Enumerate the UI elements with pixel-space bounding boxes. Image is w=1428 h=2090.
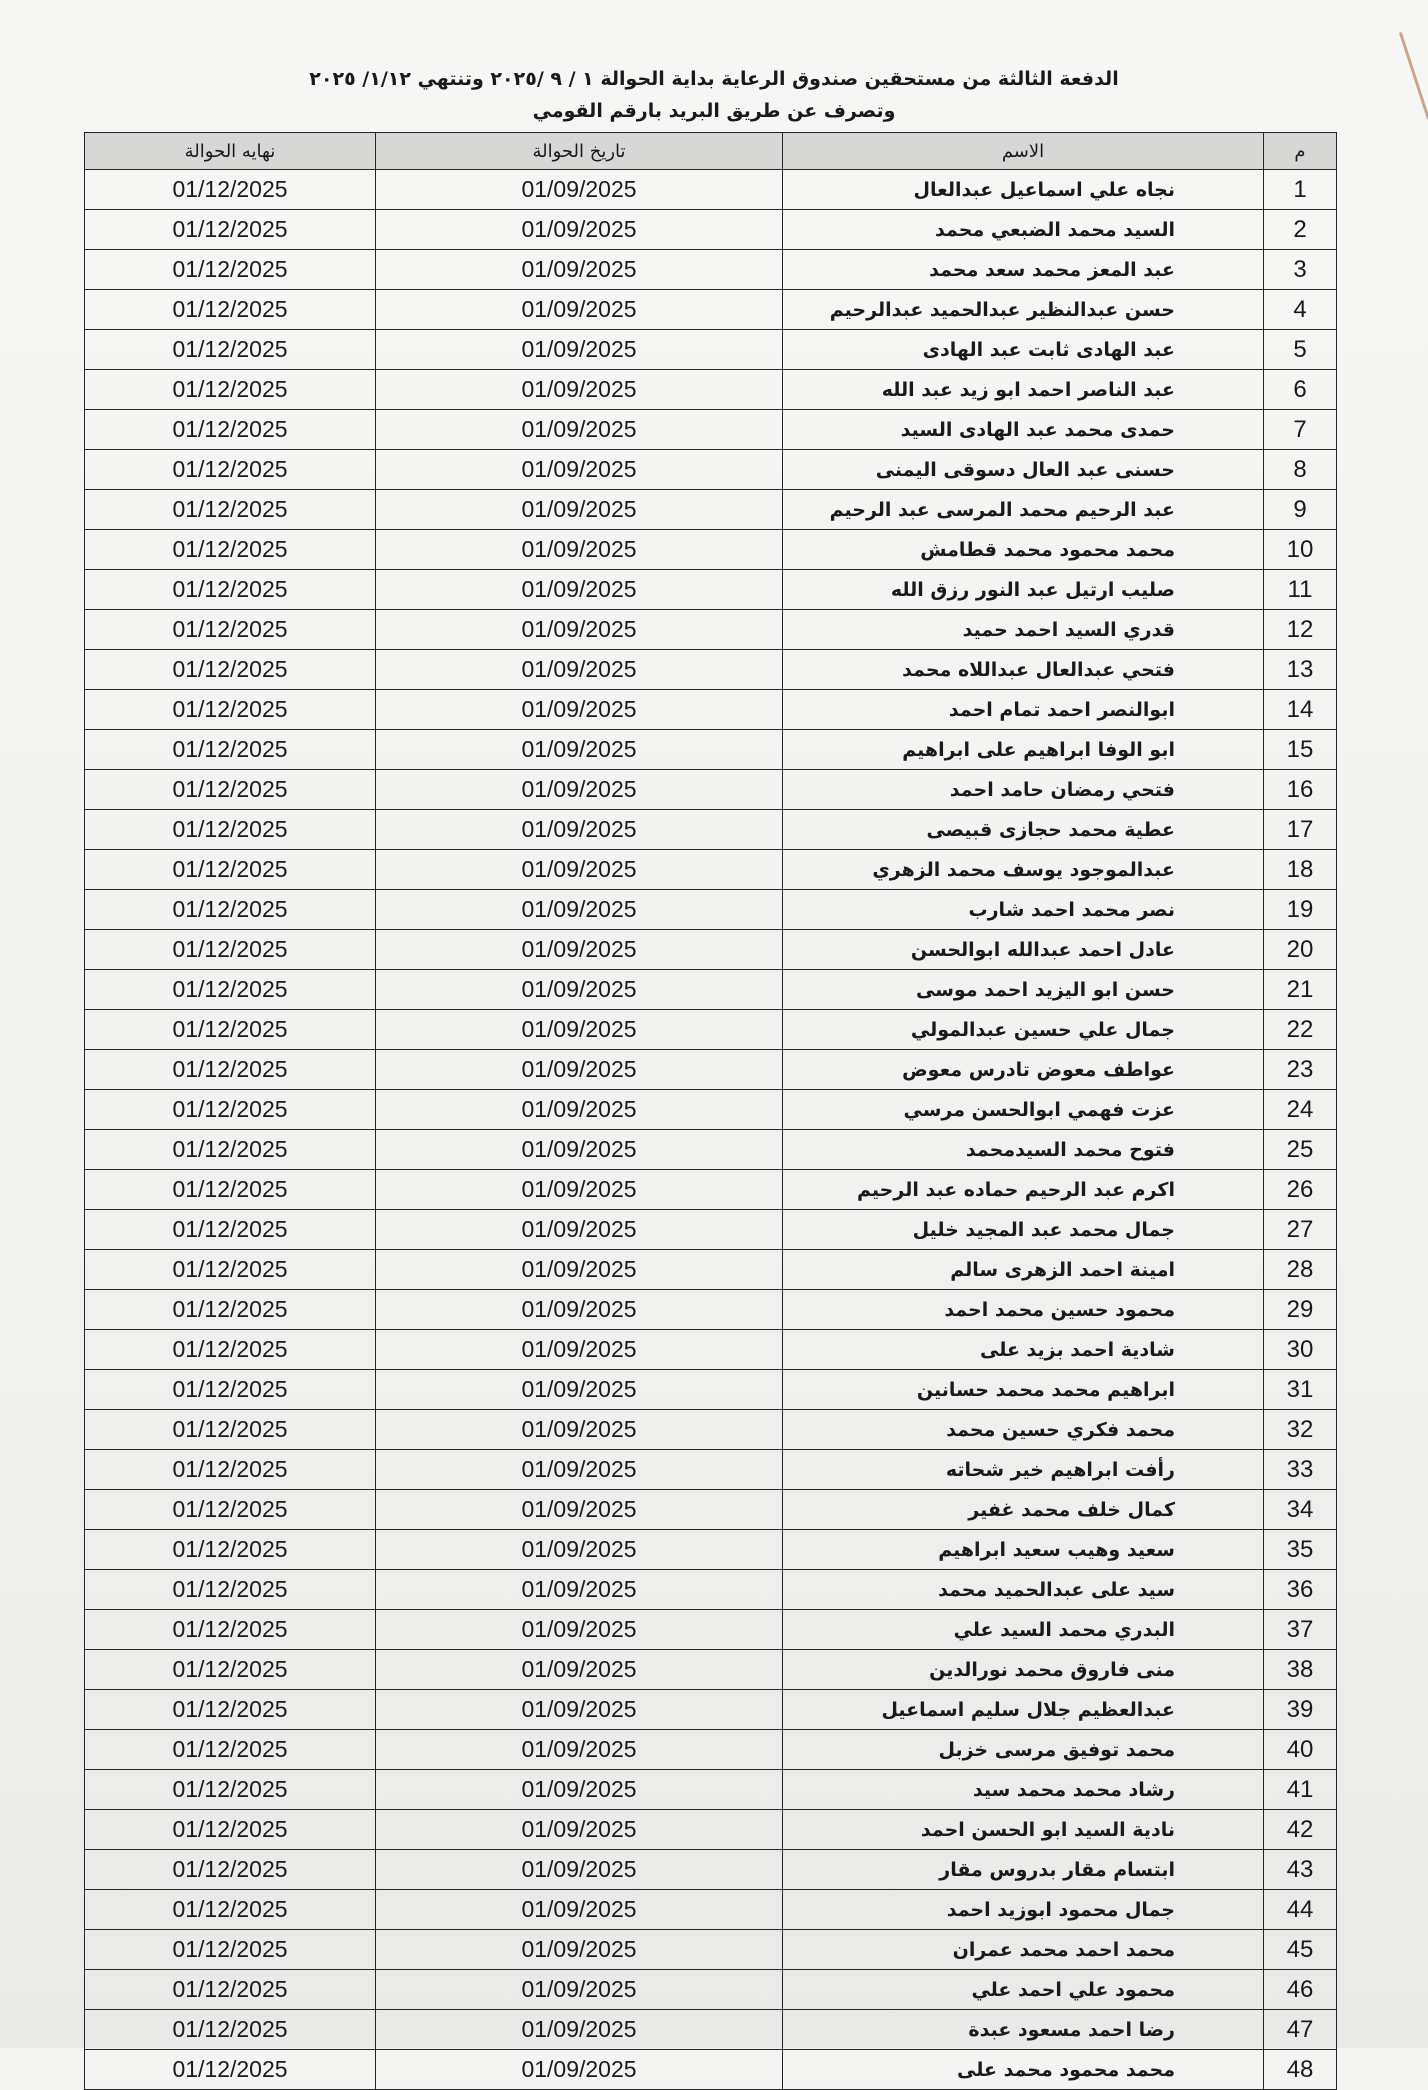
row-number: 11 xyxy=(1264,570,1337,610)
row-end-date: 01/12/2025 xyxy=(85,1210,376,1250)
row-start-date: 01/09/2025 xyxy=(376,1890,783,1930)
row-end-date: 01/12/2025 xyxy=(85,170,376,210)
row-name: حسنى عبد العال دسوقى اليمنى xyxy=(783,450,1264,490)
row-name: عبدالموجود يوسف محمد الزهري xyxy=(783,850,1264,890)
row-name: منى فاروق محمد نورالدين xyxy=(783,1650,1264,1690)
row-start-date: 01/09/2025 xyxy=(376,170,783,210)
row-number: 12 xyxy=(1264,610,1337,650)
table-row xyxy=(85,1090,1337,1130)
table-row xyxy=(85,690,1337,730)
row-name: عبد الرحيم محمد المرسى عبد الرحيم xyxy=(783,490,1264,530)
row-name: كمال خلف محمد غفير xyxy=(783,1490,1264,1530)
row-name: عطية محمد حجازى قبيصى xyxy=(783,810,1264,850)
row-start-date: 01/09/2025 xyxy=(376,890,783,930)
row-start-date: 01/09/2025 xyxy=(376,1370,783,1410)
row-start-date: 01/09/2025 xyxy=(376,250,783,290)
row-number: 33 xyxy=(1264,1450,1337,1490)
row-start-date: 01/09/2025 xyxy=(376,490,783,530)
row-name: فتحي عبدالعال عبداللاه محمد xyxy=(783,650,1264,690)
row-end-date: 01/12/2025 xyxy=(85,1650,376,1690)
row-number: 20 xyxy=(1264,930,1337,970)
table-row xyxy=(85,1770,1337,1810)
table-row xyxy=(85,1890,1337,1930)
row-start-date: 01/09/2025 xyxy=(376,1450,783,1490)
row-end-date: 01/12/2025 xyxy=(85,810,376,850)
table-row xyxy=(85,1050,1337,1090)
row-number: 13 xyxy=(1264,650,1337,690)
row-start-date: 01/09/2025 xyxy=(376,810,783,850)
row-name: اكرم عبد الرحيم حماده عبد الرحيم xyxy=(783,1170,1264,1210)
row-start-date: 01/09/2025 xyxy=(376,1570,783,1610)
row-name: البدري محمد السيد علي xyxy=(783,1610,1264,1650)
row-end-date: 01/12/2025 xyxy=(85,970,376,1010)
row-name: نجاه علي اسماعيل عبدالعال xyxy=(783,170,1264,210)
row-number: 48 xyxy=(1264,2050,1337,2090)
row-start-date: 01/09/2025 xyxy=(376,650,783,690)
table-row xyxy=(85,1930,1337,1970)
row-name: عبد الهادى ثابت عبد الهادى xyxy=(783,330,1264,370)
row-number: 23 xyxy=(1264,1050,1337,1090)
row-name: جمال علي حسين عبدالمولي xyxy=(783,1010,1264,1050)
row-start-date: 01/09/2025 xyxy=(376,970,783,1010)
table-row xyxy=(85,1530,1337,1570)
row-start-date: 01/09/2025 xyxy=(376,2010,783,2050)
table-row xyxy=(85,1610,1337,1650)
row-number: 15 xyxy=(1264,730,1337,770)
table-row xyxy=(85,1850,1337,1890)
row-number: 39 xyxy=(1264,1690,1337,1730)
table-row xyxy=(85,2010,1337,2050)
table-row xyxy=(85,1970,1337,2010)
row-name: محمود حسين محمد احمد xyxy=(783,1290,1264,1330)
table-row xyxy=(85,1210,1337,1250)
row-number: 44 xyxy=(1264,1890,1337,1930)
row-start-date: 01/09/2025 xyxy=(376,2050,783,2090)
row-number: 31 xyxy=(1264,1370,1337,1410)
row-end-date: 01/12/2025 xyxy=(85,1050,376,1090)
table-row xyxy=(85,530,1337,570)
table-row xyxy=(85,1330,1337,1370)
row-name: رضا احمد مسعود عبدة xyxy=(783,2010,1264,2050)
row-end-date: 01/12/2025 xyxy=(85,490,376,530)
row-start-date: 01/09/2025 xyxy=(376,530,783,570)
table-header-row xyxy=(85,133,1337,170)
column-header-num: م xyxy=(1264,133,1337,170)
row-start-date: 01/09/2025 xyxy=(376,610,783,650)
row-name: محمد محمود محمد على xyxy=(783,2050,1264,2090)
row-start-date: 01/09/2025 xyxy=(376,1210,783,1250)
document-header xyxy=(0,68,1428,122)
table-row xyxy=(85,810,1337,850)
row-end-date: 01/12/2025 xyxy=(85,1850,376,1890)
row-number: 43 xyxy=(1264,1850,1337,1890)
table-row xyxy=(85,730,1337,770)
row-number: 3 xyxy=(1264,250,1337,290)
row-end-date: 01/12/2025 xyxy=(85,1930,376,1970)
row-name: رشاد محمد محمد سيد xyxy=(783,1770,1264,1810)
table-row xyxy=(85,170,1337,210)
table-row xyxy=(85,1730,1337,1770)
table-row xyxy=(85,930,1337,970)
header-subtitle: وتصرف عن طريق البريد بارقم القومي xyxy=(532,100,896,122)
beneficiaries-table xyxy=(84,132,1337,2090)
row-end-date: 01/12/2025 xyxy=(85,730,376,770)
table-row xyxy=(85,490,1337,530)
column-header-end: نهايه الحوالة xyxy=(85,133,376,170)
row-name: ابتسام مقار بدروس مقار xyxy=(783,1850,1264,1890)
column-header-name: الاسم xyxy=(783,133,1264,170)
row-start-date: 01/09/2025 xyxy=(376,1650,783,1690)
row-name: جمال محمد عبد المجيد خليل xyxy=(783,1210,1264,1250)
row-end-date: 01/12/2025 xyxy=(85,1250,376,1290)
row-name: حسن ابو اليزيد احمد موسى xyxy=(783,970,1264,1010)
row-start-date: 01/09/2025 xyxy=(376,290,783,330)
row-start-date: 01/09/2025 xyxy=(376,410,783,450)
row-name: شادية احمد بزيد على xyxy=(783,1330,1264,1370)
row-end-date: 01/12/2025 xyxy=(85,650,376,690)
row-start-date: 01/09/2025 xyxy=(376,730,783,770)
row-name: حمدى محمد عبد الهادى السيد xyxy=(783,410,1264,450)
row-end-date: 01/12/2025 xyxy=(85,1770,376,1810)
row-start-date: 01/09/2025 xyxy=(376,1090,783,1130)
row-start-date: 01/09/2025 xyxy=(376,1250,783,1290)
row-start-date: 01/09/2025 xyxy=(376,1810,783,1850)
row-name: محمود علي احمد علي xyxy=(783,1970,1264,2010)
table-row xyxy=(85,1130,1337,1170)
row-name: صليب ارتيل عبد النور رزق الله xyxy=(783,570,1264,610)
row-number: 19 xyxy=(1264,890,1337,930)
table-row xyxy=(85,1250,1337,1290)
row-end-date: 01/12/2025 xyxy=(85,690,376,730)
row-name: سيد على عبدالحميد محمد xyxy=(783,1570,1264,1610)
row-number: 30 xyxy=(1264,1330,1337,1370)
row-number: 46 xyxy=(1264,1970,1337,2010)
table-row xyxy=(85,1810,1337,1850)
row-end-date: 01/12/2025 xyxy=(85,450,376,490)
row-start-date: 01/09/2025 xyxy=(376,690,783,730)
row-number: 7 xyxy=(1264,410,1337,450)
row-name: جمال محمود ابوزيد احمد xyxy=(783,1890,1264,1930)
row-number: 22 xyxy=(1264,1010,1337,1050)
table-row xyxy=(85,1170,1337,1210)
row-name: امينة احمد الزهرى سالم xyxy=(783,1250,1264,1290)
row-number: 24 xyxy=(1264,1090,1337,1130)
row-number: 37 xyxy=(1264,1610,1337,1650)
row-start-date: 01/09/2025 xyxy=(376,1130,783,1170)
row-end-date: 01/12/2025 xyxy=(85,1570,376,1610)
row-start-date: 01/09/2025 xyxy=(376,930,783,970)
table-row xyxy=(85,850,1337,890)
table-row xyxy=(85,1570,1337,1610)
row-start-date: 01/09/2025 xyxy=(376,1610,783,1650)
row-end-date: 01/12/2025 xyxy=(85,930,376,970)
row-end-date: 01/12/2025 xyxy=(85,1690,376,1730)
row-end-date: 01/12/2025 xyxy=(85,370,376,410)
row-name: عزت فهمي ابوالحسن مرسي xyxy=(783,1090,1264,1130)
row-start-date: 01/09/2025 xyxy=(376,450,783,490)
row-name: فتوح محمد السيدمحمد xyxy=(783,1130,1264,1170)
row-start-date: 01/09/2025 xyxy=(376,1930,783,1970)
column-header-start: تاريخ الحوالة xyxy=(376,133,783,170)
row-number: 5 xyxy=(1264,330,1337,370)
row-end-date: 01/12/2025 xyxy=(85,1010,376,1050)
row-number: 2 xyxy=(1264,210,1337,250)
row-start-date: 01/09/2025 xyxy=(376,1690,783,1730)
row-start-date: 01/09/2025 xyxy=(376,570,783,610)
row-number: 26 xyxy=(1264,1170,1337,1210)
table-row xyxy=(85,1450,1337,1490)
table-row xyxy=(85,330,1337,370)
row-end-date: 01/12/2025 xyxy=(85,1170,376,1210)
row-end-date: 01/12/2025 xyxy=(85,1730,376,1770)
row-start-date: 01/09/2025 xyxy=(376,1170,783,1210)
row-name: حسن عبدالنظير عبدالحميد عبدالرحيم xyxy=(783,290,1264,330)
table-row xyxy=(85,970,1337,1010)
row-number: 29 xyxy=(1264,1290,1337,1330)
row-start-date: 01/09/2025 xyxy=(376,210,783,250)
row-number: 9 xyxy=(1264,490,1337,530)
row-end-date: 01/12/2025 xyxy=(85,1530,376,1570)
row-start-date: 01/09/2025 xyxy=(376,1410,783,1450)
row-name: عبد الناصر احمد ابو زيد عبد الله xyxy=(783,370,1264,410)
row-number: 4 xyxy=(1264,290,1337,330)
row-number: 21 xyxy=(1264,970,1337,1010)
row-name: نادية السيد ابو الحسن احمد xyxy=(783,1810,1264,1850)
row-end-date: 01/12/2025 xyxy=(85,2010,376,2050)
row-start-date: 01/09/2025 xyxy=(376,1850,783,1890)
row-name: رأفت ابراهيم خير شحاته xyxy=(783,1450,1264,1490)
table-row xyxy=(85,1410,1337,1450)
row-name: ابراهيم محمد محمد حسانين xyxy=(783,1370,1264,1410)
row-number: 27 xyxy=(1264,1210,1337,1250)
table-row xyxy=(85,210,1337,250)
row-end-date: 01/12/2025 xyxy=(85,850,376,890)
table-row xyxy=(85,1370,1337,1410)
table-row xyxy=(85,1690,1337,1730)
row-number: 18 xyxy=(1264,850,1337,890)
row-end-date: 01/12/2025 xyxy=(85,1810,376,1850)
table-row xyxy=(85,890,1337,930)
row-number: 32 xyxy=(1264,1410,1337,1450)
row-start-date: 01/09/2025 xyxy=(376,1730,783,1770)
row-start-date: 01/09/2025 xyxy=(376,1010,783,1050)
row-number: 10 xyxy=(1264,530,1337,570)
table-row xyxy=(85,570,1337,610)
row-name: السيد محمد الضبعي محمد xyxy=(783,210,1264,250)
row-end-date: 01/12/2025 xyxy=(85,1890,376,1930)
row-name: ابو الوفا ابراهيم على ابراهيم xyxy=(783,730,1264,770)
row-name: نصر محمد احمد شارب xyxy=(783,890,1264,930)
row-start-date: 01/09/2025 xyxy=(376,330,783,370)
row-end-date: 01/12/2025 xyxy=(85,770,376,810)
row-end-date: 01/12/2025 xyxy=(85,290,376,330)
row-start-date: 01/09/2025 xyxy=(376,370,783,410)
row-start-date: 01/09/2025 xyxy=(376,1330,783,1370)
row-number: 35 xyxy=(1264,1530,1337,1570)
table-row xyxy=(85,610,1337,650)
table-row xyxy=(85,290,1337,330)
row-number: 17 xyxy=(1264,810,1337,850)
row-end-date: 01/12/2025 xyxy=(85,250,376,290)
row-number: 40 xyxy=(1264,1730,1337,1770)
row-end-date: 01/12/2025 xyxy=(85,1610,376,1650)
table-row xyxy=(85,1290,1337,1330)
row-name: فتحي رمضان حامد احمد xyxy=(783,770,1264,810)
row-number: 38 xyxy=(1264,1650,1337,1690)
table-row xyxy=(85,1010,1337,1050)
table-row xyxy=(85,1490,1337,1530)
table-row xyxy=(85,2050,1337,2090)
row-number: 8 xyxy=(1264,450,1337,490)
table-row xyxy=(85,250,1337,290)
row-name: عواطف معوض تادرس معوض xyxy=(783,1050,1264,1090)
header-title: الدفعة الثالثة من مستحقين صندوق الرعاية بداية الحوالة ١ / ٩ /٢٠٢٥ وتنتهي ١/١٢/ ٢٠٢٥ xyxy=(309,68,1119,90)
row-end-date: 01/12/2025 xyxy=(85,1450,376,1490)
table-row xyxy=(85,450,1337,490)
row-end-date: 01/12/2025 xyxy=(85,570,376,610)
row-end-date: 01/12/2025 xyxy=(85,2050,376,2090)
row-end-date: 01/12/2025 xyxy=(85,410,376,450)
row-end-date: 01/12/2025 xyxy=(85,1330,376,1370)
row-number: 34 xyxy=(1264,1490,1337,1530)
row-start-date: 01/09/2025 xyxy=(376,1770,783,1810)
row-name: عادل احمد عبدالله ابوالحسن xyxy=(783,930,1264,970)
row-end-date: 01/12/2025 xyxy=(85,530,376,570)
row-end-date: 01/12/2025 xyxy=(85,1290,376,1330)
row-name: محمد فكري حسين محمد xyxy=(783,1410,1264,1450)
row-end-date: 01/12/2025 xyxy=(85,1490,376,1530)
row-name: محمد توفيق مرسى خزبل xyxy=(783,1730,1264,1770)
table-row xyxy=(85,770,1337,810)
row-end-date: 01/12/2025 xyxy=(85,1370,376,1410)
row-number: 14 xyxy=(1264,690,1337,730)
row-number: 1 xyxy=(1264,170,1337,210)
row-start-date: 01/09/2025 xyxy=(376,850,783,890)
row-end-date: 01/12/2025 xyxy=(85,1410,376,1450)
row-start-date: 01/09/2025 xyxy=(376,1490,783,1530)
row-number: 36 xyxy=(1264,1570,1337,1610)
row-end-date: 01/12/2025 xyxy=(85,1970,376,2010)
row-number: 45 xyxy=(1264,1930,1337,1970)
table-row xyxy=(85,650,1337,690)
row-number: 6 xyxy=(1264,370,1337,410)
row-name: ابوالنصر احمد تمام احمد xyxy=(783,690,1264,730)
row-name: عبد المعز محمد سعد محمد xyxy=(783,250,1264,290)
row-number: 42 xyxy=(1264,1810,1337,1850)
row-number: 16 xyxy=(1264,770,1337,810)
row-start-date: 01/09/2025 xyxy=(376,1050,783,1090)
row-start-date: 01/09/2025 xyxy=(376,1970,783,2010)
row-name: محمد محمود محمد قطامش xyxy=(783,530,1264,570)
row-number: 25 xyxy=(1264,1130,1337,1170)
row-end-date: 01/12/2025 xyxy=(85,330,376,370)
row-start-date: 01/09/2025 xyxy=(376,1290,783,1330)
row-start-date: 01/09/2025 xyxy=(376,770,783,810)
row-name: قدري السيد احمد حميد xyxy=(783,610,1264,650)
row-end-date: 01/12/2025 xyxy=(85,210,376,250)
row-name: محمد احمد محمد عمران xyxy=(783,1930,1264,1970)
row-end-date: 01/12/2025 xyxy=(85,1130,376,1170)
row-end-date: 01/12/2025 xyxy=(85,1090,376,1130)
row-end-date: 01/12/2025 xyxy=(85,610,376,650)
row-start-date: 01/09/2025 xyxy=(376,1530,783,1570)
row-number: 28 xyxy=(1264,1250,1337,1290)
row-name: عبدالعظيم جلال سليم اسماعيل xyxy=(783,1690,1264,1730)
table-row xyxy=(85,1650,1337,1690)
row-end-date: 01/12/2025 xyxy=(85,890,376,930)
table-body xyxy=(85,170,1337,2090)
table-row xyxy=(85,370,1337,410)
table-row xyxy=(85,410,1337,450)
row-number: 47 xyxy=(1264,2010,1337,2050)
row-name: سعيد وهيب سعيد ابراهيم xyxy=(783,1530,1264,1570)
row-number: 41 xyxy=(1264,1770,1337,1810)
